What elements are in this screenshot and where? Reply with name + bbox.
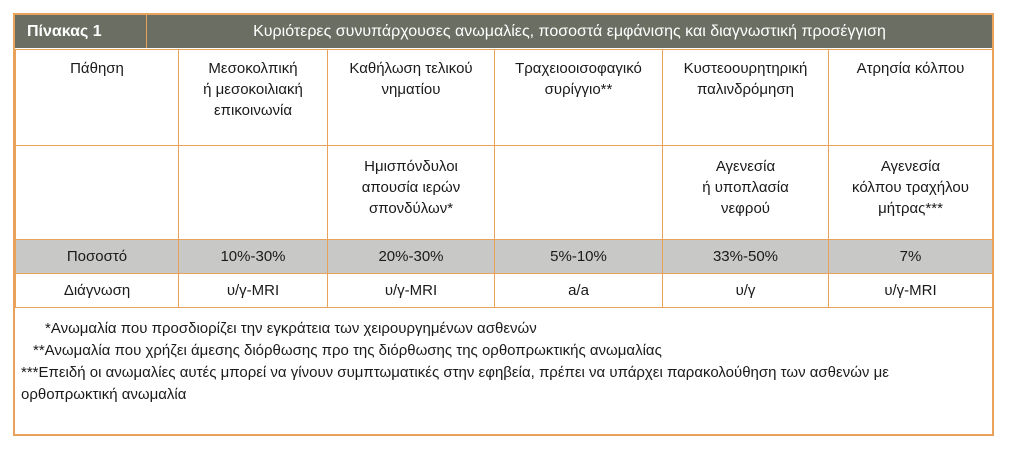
table-cell: 5%-10% — [495, 240, 663, 274]
table-cell: υ/γ-MRI — [179, 274, 328, 308]
table-row-percentage — [16, 240, 993, 274]
table-cell: υ/γ — [663, 274, 829, 308]
table-cell: Πάθηση — [16, 50, 179, 146]
table-cell: Τραχειοοισοφαγικό συρίγγιο** — [495, 50, 663, 146]
table-cell — [495, 146, 663, 240]
table-cell: Ποσοστό — [16, 240, 179, 274]
table-cell: 10%-30% — [179, 240, 328, 274]
footnotes — [15, 310, 992, 434]
table-cell — [179, 146, 328, 240]
table-cell: 33%-50% — [663, 240, 829, 274]
footnote: *Ανωμαλία που προσδιορίζει την εγκράτεια των χειρουργημένων ασθενών — [45, 320, 537, 337]
table-cell: Κυστεοουρητηρική παλινδρόμηση — [663, 50, 829, 146]
table-cell: Αγενεσία κόλπου τραχήλου μήτρας*** — [829, 146, 993, 240]
table-cell: Καθήλωση τελικού νηματίου — [328, 50, 495, 146]
table-row-diagnosis — [16, 274, 993, 308]
table-cell: 20%-30% — [328, 240, 495, 274]
table-frame — [13, 13, 994, 436]
data-table — [15, 49, 993, 308]
table-row-condition — [16, 50, 993, 146]
table-cell — [16, 146, 179, 240]
table-row-associated — [16, 146, 993, 240]
table-cell: Μεσοκολπική ή μεσοκοιλιακή επικοινωνία — [179, 50, 328, 146]
table-cell: a/a — [495, 274, 663, 308]
footnote: ***Επειδή οι ανωμαλίες αυτές μπορεί να γίνουν συμπτωματικές στην εφηβεία, πρέπει να υπάρχει παρακολούθηση των ασθενών με ορθοπρωκτική ανωμαλία — [21, 364, 889, 403]
table-cell: Ημισπόνδυλοι απουσία ιερών σπονδύλων* — [328, 146, 495, 240]
table-cell: υ/γ-MRI — [328, 274, 495, 308]
table-cell: Αγενεσία ή υποπλασία νεφρού — [663, 146, 829, 240]
table-header — [15, 15, 992, 48]
table-cell: Ατρησία κόλπου — [829, 50, 993, 146]
footnote: **Ανωμαλία που χρήζει άμεσης διόρθωσης προ της διόρθωσης της ορθοπρωκτικής ανωμαλίας — [33, 342, 662, 359]
table-number-label: Πίνακας 1 — [15, 15, 147, 48]
table-cell: Διάγνωση — [16, 274, 179, 308]
table-cell: υ/γ-MRI — [829, 274, 993, 308]
table-title: Κυριότερες συνυπάρχουσες ανωμαλίες, ποσοστά εμφάνισης και διαγνωστική προσέγγιση — [147, 15, 992, 48]
table-cell: 7% — [829, 240, 993, 274]
